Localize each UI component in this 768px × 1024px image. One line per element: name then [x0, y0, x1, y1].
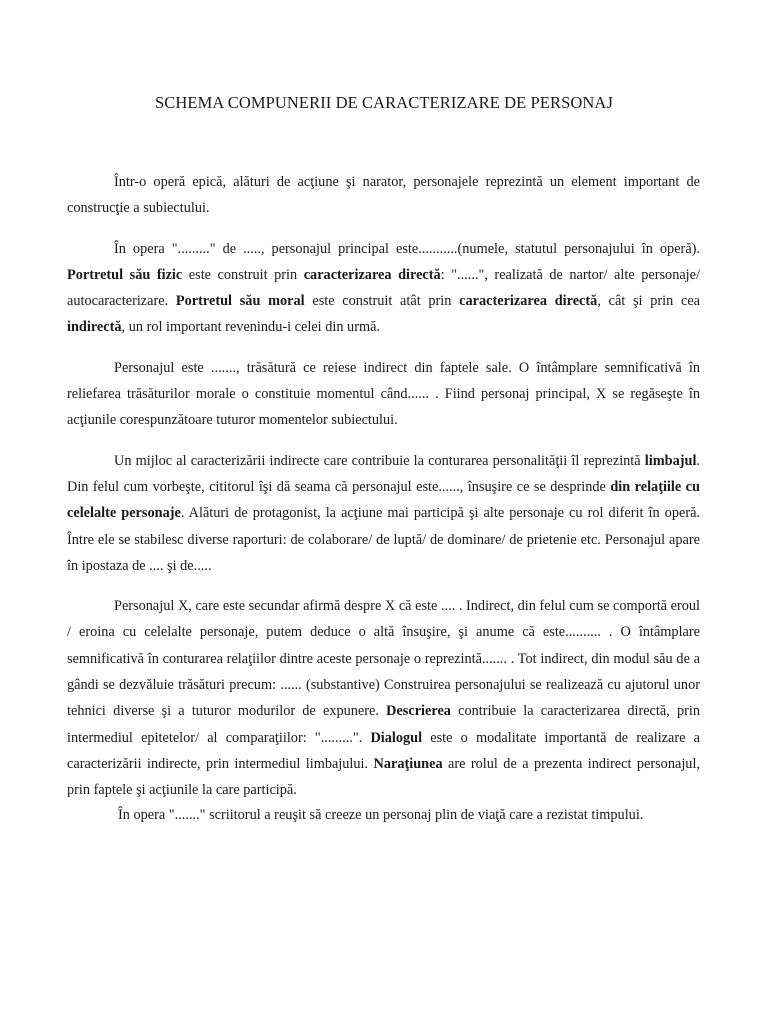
bold-term: Portretul său moral	[175, 293, 305, 310]
text-run: Într-o operă epică, alături de acţiune şi narator, personajele reprezintă un element important de construcţie a subiectului.	[67, 174, 700, 217]
document-body	[67, 169, 700, 828]
text-run: este construit atât prin	[304, 293, 460, 310]
text-run: Un mijloc al caracterizării indirecte care contribuie la conturarea personalităţii îl reprezintă	[114, 452, 645, 469]
bold-term: Portretul său fizic	[67, 266, 183, 283]
paragraph-portrait	[67, 236, 700, 341]
text-run: . Din felul cum vorbeşte, cititorul îşi dă seama că personajul este......, însuşire ce se desprinde	[67, 452, 700, 495]
paragraph-conclusion	[67, 802, 700, 828]
bold-term: Naraţiunea	[373, 755, 443, 772]
bold-term: caracterizarea directă	[459, 293, 598, 310]
bold-term: indirectă	[67, 319, 122, 336]
text-run: , cât şi prin cea	[597, 293, 701, 310]
paragraph-secondary-character	[67, 593, 700, 803]
paragraph-language-relations	[67, 448, 700, 579]
text-run: este o modalitate importantă de realizare a caracterizării indirecte, prin intermediul limbajului.	[67, 729, 700, 772]
bold-term: caracterizarea directă	[303, 266, 441, 283]
text-run: este construit prin	[182, 266, 304, 283]
text-run: . Alături de protagonist, la acţiune mai participă şi alte personaje cu rol diferit în operă. Între ele se stabilesc diverse raporturi: de colaborare/ de luptă/ de dominare/ de prietenie etc. Personajul apare în ipostaza de .... şi de.....	[67, 505, 701, 574]
text-run: are rolul de a prezenta indirect personajul, prin faptele şi acţiunile la care participă.	[67, 755, 700, 799]
text-run: , un rol important revenindu-i celei din urmă.	[121, 319, 381, 336]
text-run: În opera "......." scriitorul a reuşit să creeze un personaj plin de viaţă care a rezistat timpului.	[118, 806, 644, 823]
document-title: SCHEMA COMPUNERII DE CARACTERIZARE DE PERSONAJ	[155, 93, 613, 112]
paragraph-intro	[67, 169, 700, 222]
bold-term: limbajul	[644, 452, 697, 469]
text-run: Personajul este ......., trăsătură ce reiese indirect din faptele sale. O întâmplare semnificativă în reliefarea trăsăturilor morale o constituie momentul când...... . Fiind personaj principal, X se regăseşte în acţiunile corespunzătoare tuturor momentelor subiectului.	[67, 359, 700, 429]
bold-term: Descrierea	[386, 703, 451, 720]
bold-term: din relaţiile cu celelalte personaje	[67, 478, 700, 522]
text-run: În opera "........." de ....., personajul principal este...........(numele, statutul personajului în operă).	[114, 240, 700, 257]
text-run: : "......", realizată de nartor/ alte personaje/ autocaracterizare.	[67, 266, 700, 310]
text-run: contribuie la caracterizarea directă, prin intermediul epitetelor/ al comparaţiilor: ".........".	[67, 703, 701, 746]
text-run: Personajul X, care este secundar afirmă despre X că este .... . Indirect, din felul cum se comportă eroul / eroina cu celelalte personaje, putem deduce o altă însuşire, şi anume că este.......... . O întâmplare semnificativă în conturarea relaţiilor dintre aceste personaje o reprezintă....... . Tot indirect, din modul său de a gândi se dezvăluie trăsături precum: ...... (substantive) Construirea personajului se realizează cu ajutorul unor tehnici diverse şi a tuturor modurilor de expunere.	[67, 598, 700, 720]
bold-term: Dialogul	[370, 729, 423, 746]
paragraph-character-traits	[67, 355, 700, 434]
